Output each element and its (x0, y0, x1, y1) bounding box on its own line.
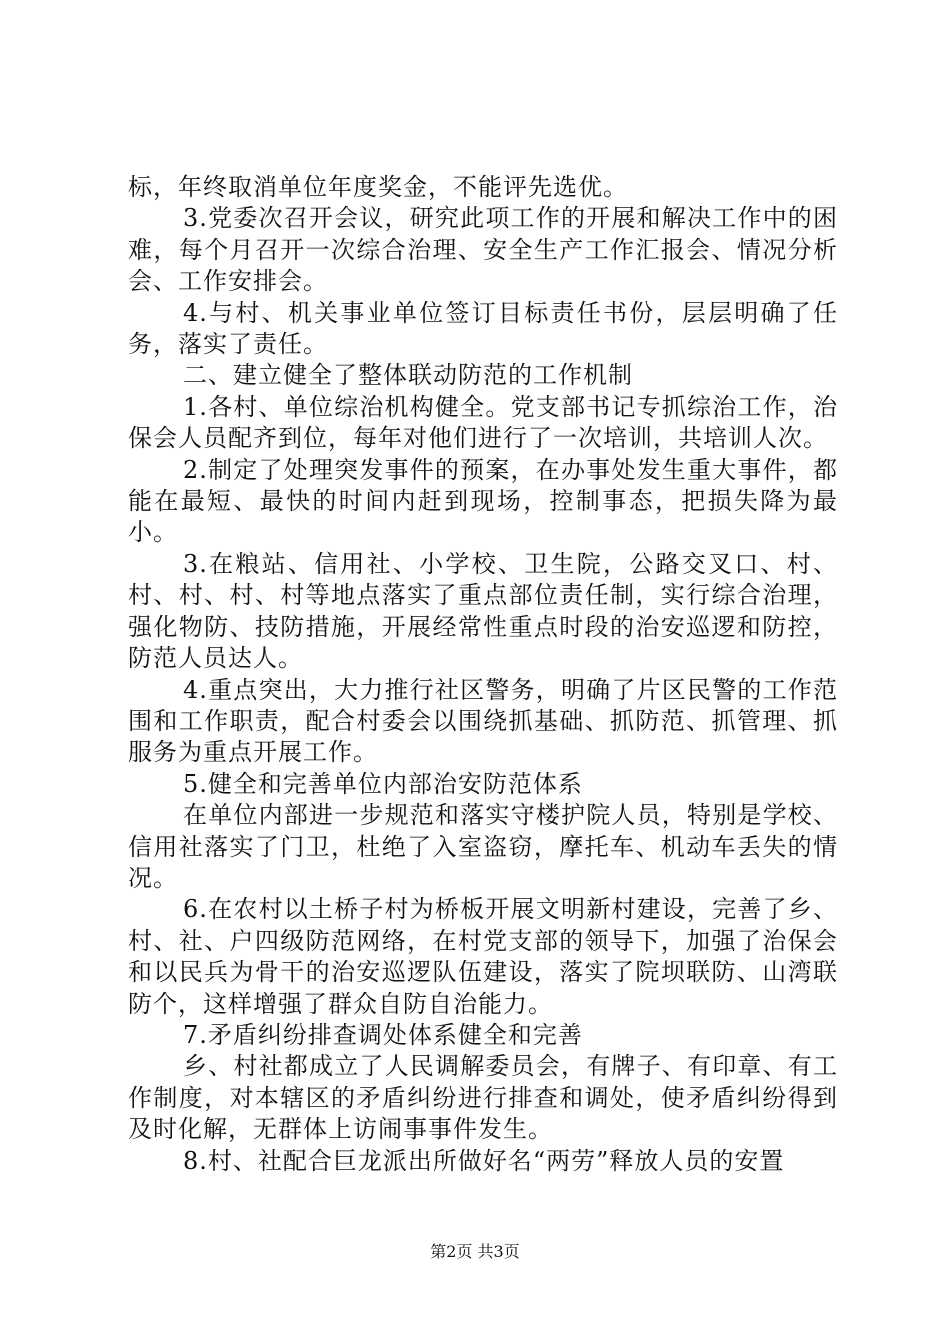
paragraph: 5.健全和完善单位内部治安防范体系 (183, 769, 583, 798)
document-body (128, 172, 838, 1177)
paragraph: 3.在粮站、信用社、小学校、卫生院，公路交叉口、村、村、村、村、村等地点落实了重点部位责任制，实行综合治理，强化物防、技防措施，开展经常性重点时段的治安巡逻和防控，防范人员达人。 (128, 549, 838, 673)
paragraph: 7.矛盾纠纷排查调处体系健全和完善 (183, 1020, 583, 1049)
paragraph: 在单位内部进一步规范和落实守楼护院人员，特别是学校、信用社落实了门卫，杜绝了入室盗窃，摩托车、机动车丢失的情况。 (128, 801, 838, 892)
section-heading: 二、建立健全了整体联动防范的工作机制 (183, 361, 633, 390)
page-footer: 第2页 共3页 (430, 1242, 520, 1261)
paragraph: 1.各村、单位综治机构健全。党支部书记专抓综治工作，治保会人员配齐到位，每年对他们进行了一次培训，共培训人次。 (128, 392, 838, 453)
paragraph: 乡、村社都成立了人民调解委员会，有牌子、有印章、有工作制度，对本辖区的矛盾纠纷进行排查和调处，使矛盾纠纷得到及时化解，无群体上访闹事事件发生。 (128, 1052, 838, 1144)
paragraph: 标，年终取消单位年度奖金，不能评先选优。 (128, 173, 628, 201)
paragraph: 4.重点突出，大力推行社区警务，明确了片区民警的工作范围和工作职责，配合村委会以围绕抓基础、抓防范、抓管理、抓服务为重点开展工作。 (128, 675, 838, 767)
paragraph: 6.在农村以土桥子村为桥板开展文明新村建设，完善了乡、村、社、户四级防范网络，在村党支部的领导下，加强了治保会和以民兵为骨干的治安巡逻队伍建设，落实了院坝联防、山湾联防个，这样增强了群众自防自治能力。 (128, 895, 838, 1018)
paragraph: 2.制定了处理突发事件的预案，在办事处发生重大事件，都能在最短、最快的时间内赶到现场，控制事态，把损失降为最小。 (128, 455, 838, 547)
paragraph: 4.与村、机关事业单位签订目标责任书份，层层明确了任务，落实了责任。 (128, 298, 838, 359)
paragraph: 3.党委次召开会议，研究此项工作的开展和解决工作中的困难，每个月召开一次综合治理、安全生产工作汇报会、情况分析会、工作安排会。 (128, 204, 838, 296)
paragraph: 8.村、社配合巨龙派出所做好名“两劳”释放人员的安置 (183, 1146, 785, 1175)
